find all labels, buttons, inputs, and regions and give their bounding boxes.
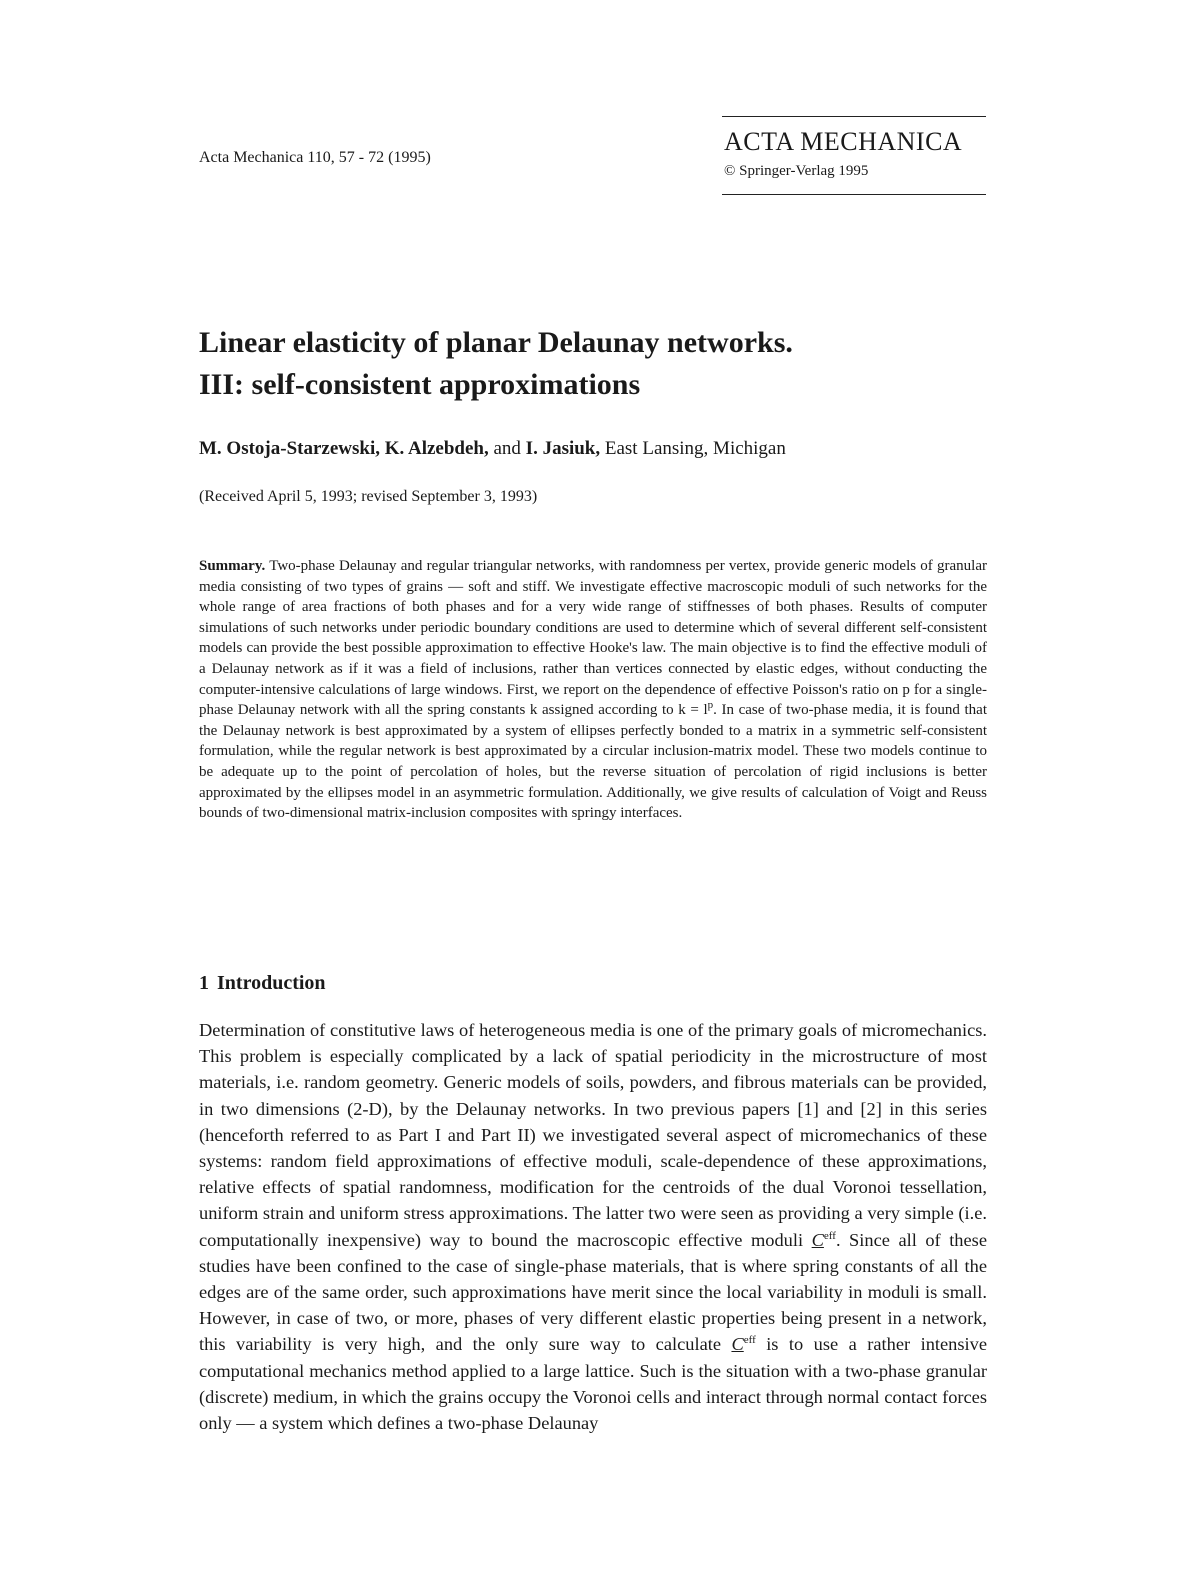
ceff-superscript-2: eff: [743, 1334, 756, 1347]
intro-text-1: Determination of constitutive laws of heterogeneous media is one of the primary goals of micromechanics. This problem is especially complicated by a lack of spatial periodicity in the microstructure of most materials, i.e. random geometry. Generic models of soils, powders, and fibrous materials can be provided, in two dimensions (2-D), by the Delaunay networks. In two previous papers [1] and [2] in this series (henceforth referred to as Part I and Part II) we investigated several aspect of micromechanics of these systems: random field approximations of effective moduli, scale-dependence of these approximations, relative effects of spatial randomness, modification for the centroids of the dual Voronoi tessellation, uniform strain and uniform stress approximations. The latter two were seen as providing a very simple (i.e. computationally inexpensive) way to bound the macroscopic effective moduli: [199, 1020, 987, 1250]
journal-name: ACTA MECHANICA: [724, 127, 963, 156]
ceff-symbol: C: [811, 1229, 824, 1250]
paper-title: [199, 322, 999, 406]
summary-text-continued: . In case of two-phase media, it is found that the Delaunay network is best approximated by a system of ellipses perfectly bonded to a matrix in a symmetric self-consistent formulation, while the regular network is best approximated by a circular inclusion-matrix model. These two models continue to be adequate up to the point of percolation of holes, but the reverse situation of percolation of rigid inclusions is better approximated by the ellipses model in an asymmetric formulation. Additionally, we give results of calculation of Voigt and Reuss bounds of two-dimensional matrix-inclusion composites with springy interfaces.: [199, 702, 987, 822]
intro-text-3: is to use a rather intensive computational mechanics method applied to a large lattice. Such is the situation with a two-phase granular (discrete) medium, in which the grains occupy the Voronoi cells and interact through normal contact forces only — a system which defines a two-phase Delaunay: [199, 1334, 987, 1434]
ceff-symbol-2: C: [731, 1334, 744, 1355]
title-line-1: Linear elasticity of planar Delaunay networks.: [199, 326, 793, 359]
author-2: K. Alzebdeh,: [384, 438, 489, 459]
journal-masthead: [722, 116, 986, 195]
section-number: 1: [199, 972, 209, 994]
title-line-2: III: self-consistent approximations: [199, 368, 641, 401]
introduction-paragraph: [199, 1017, 987, 1436]
ceff-superscript: eff: [823, 1229, 836, 1242]
author-1: M. Ostoja-Starzewski,: [199, 438, 380, 459]
summary-text: Two-phase Delaunay and regular triangular networks, with randomness per vertex, provide generic models of granular media consisting of two types of grains — soft and stiff. We investigate effective macroscopic moduli of such networks for the whole range of area fractions of both phases and for a very wide range of stiffnesses of both phases. Results of computer simulations of such networks under periodic boundary conditions are used to determine which of several different self-consistent models can provide the best possible approximation to effective Hooke's law. The main objective is to find the effective moduli of a Delaunay network as if it was a field of inclusions, rather than vertices connected by elastic edges, without conducting the computer-intensive calculations of large windows. First, we report on the dependence of effective Poisson's ratio on p for a single-phase Delaunay network with all the spring constants k assigned according to k = l: [199, 558, 987, 719]
section-title: Introduction: [217, 972, 326, 994]
intro-text-2: . Since all of these studies have been confined to the case of single-phase materials, that is where spring constants of all the edges are of the same order, such approximations have merit since the local variability in moduli is small. However, in case of two, or more, phases of very different elastic properties being present in a network, this variability is very high, and the only sure way to calculate: [199, 1229, 987, 1355]
author-conjunction: and: [493, 438, 521, 459]
summary-label: Summary.: [199, 558, 266, 574]
author-location: East Lansing, Michigan: [604, 438, 786, 459]
top-rule: [722, 116, 986, 117]
received-dates: (Received April 5, 1993; revised September 3, 1993): [199, 488, 538, 505]
author-3: I. Jasiuk,: [525, 438, 601, 459]
summary-superscript: p: [707, 699, 714, 712]
summary-abstract: [199, 556, 987, 824]
section-heading: [199, 972, 326, 995]
bottom-rule: [722, 194, 986, 195]
author-line: [199, 438, 786, 460]
copyright-notice: © Springer-Verlag 1995: [724, 163, 869, 179]
journal-citation: Acta Mechanica 110, 57 - 72 (1995): [199, 149, 431, 166]
